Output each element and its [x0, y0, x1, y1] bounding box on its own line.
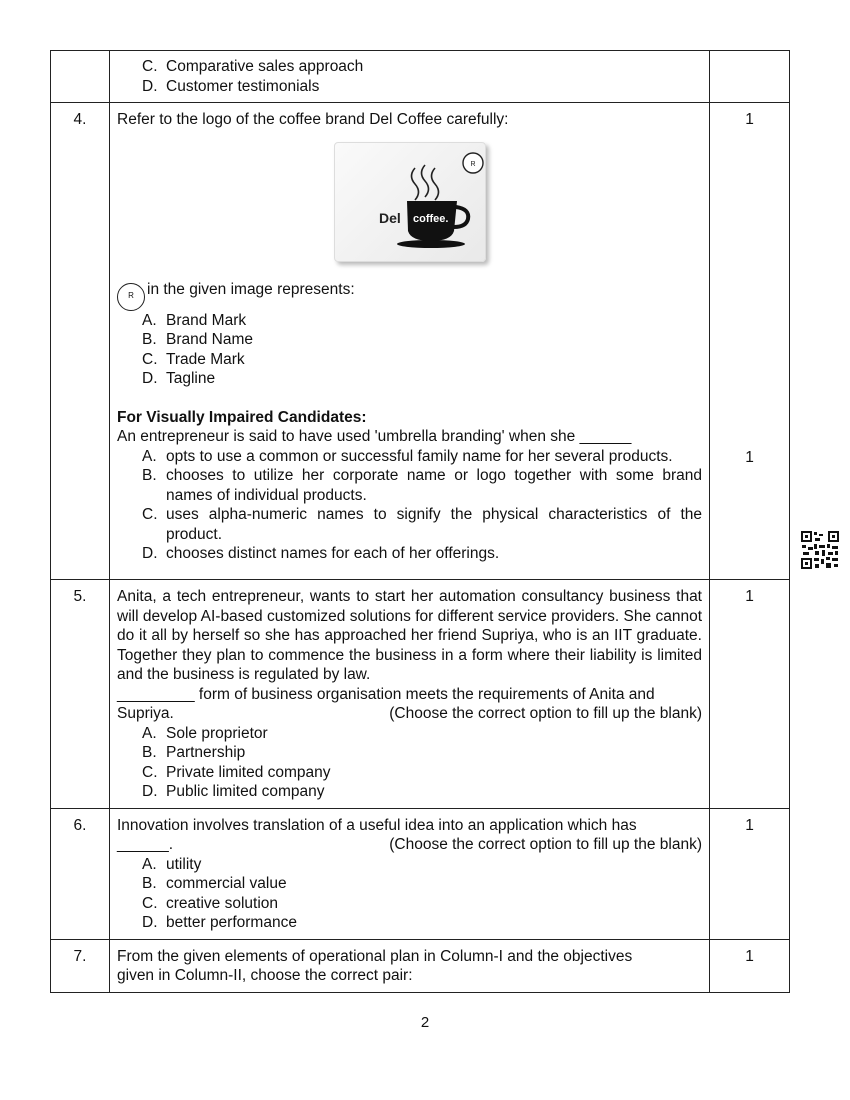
- instruction: (Choose the correct option to fill up the blank): [389, 705, 702, 722]
- question-number: 7.: [51, 939, 110, 992]
- question-number: 4.: [51, 103, 110, 580]
- svg-text:coffee.: coffee.: [412, 212, 448, 225]
- question-text: From the given elements of operational plan in Column-I and the objectives given in Column-II, choose the correct pair:: [117, 947, 633, 984]
- option-item: C. Comparative sales approach: [142, 58, 364, 75]
- question-table: [50, 50, 790, 993]
- question-content-cell: [110, 808, 710, 939]
- registered-symbol-icon: R: [117, 283, 145, 311]
- option-item: C. Private limited company: [142, 763, 331, 781]
- question-number-cell: [51, 51, 110, 103]
- blank-line: ______. (Choose the correct option to fill up the blank): [117, 836, 702, 853]
- option-item: B. Partnership: [142, 744, 246, 761]
- marks-cell: [710, 51, 790, 103]
- option-item: B. Brand Name: [142, 331, 254, 348]
- table-row: [51, 580, 790, 809]
- option-item: D. Customer testimonials: [142, 77, 320, 95]
- option-item: B. chooses to utilize her corporate name or logo together with some brand names of individual products.: [142, 467, 702, 504]
- option-item: B. commercial value: [142, 875, 287, 892]
- vi-question: An entrepreneur is said to have used 'umbrella branding' when she ______: [117, 428, 632, 445]
- question-text: Innovation involves translation of a useful idea into an application which has: [117, 816, 637, 834]
- option-item: D. Tagline: [142, 370, 216, 387]
- question-content-cell: [110, 939, 710, 992]
- marks-value: 1: [710, 808, 790, 939]
- vi-marks-value: 1: [745, 448, 754, 466]
- question-content-cell: [110, 51, 710, 103]
- question-number: 6.: [51, 808, 110, 939]
- option-item: A. utility: [142, 855, 202, 873]
- instruction: (Choose the correct option to fill up the blank): [389, 836, 702, 853]
- option-item: D. better performance: [142, 914, 297, 931]
- option-item: A. Sole proprietor: [142, 724, 268, 742]
- option-item: A. Brand Mark: [142, 311, 247, 329]
- svg-text:Del: Del: [378, 209, 401, 226]
- blank-line-end: Supriya. (Choose the correct option to fill up the blank): [117, 705, 702, 722]
- svg-text:R: R: [470, 160, 476, 168]
- marks-cell: [710, 103, 790, 580]
- option-item: A. opts to use a common or successful family name for her several products.: [142, 447, 673, 465]
- marks-value: 1: [710, 939, 790, 992]
- question-content-cell: [110, 580, 710, 809]
- coffee-cup-icon: [335, 143, 485, 261]
- qr-code-icon: [800, 530, 840, 570]
- option-item: C. uses alpha-numeric names to signify the physical characteristics of the product.: [142, 506, 702, 543]
- table-row: [51, 939, 790, 992]
- table-row: [51, 51, 790, 103]
- blank-line: _________ form of business organisation meets the requirements of Anita and: [117, 685, 655, 703]
- marks-value: 1: [745, 111, 754, 128]
- symbol-question: R in the given image represents:: [117, 280, 702, 311]
- option-item: D. Public limited company: [142, 783, 325, 800]
- del-coffee-logo: [334, 142, 486, 262]
- page-number: 2: [420, 1014, 430, 1031]
- question-text: Anita, a tech entrepreneur, wants to start her automation consultancy business that will develop AI-based customized solutions for different service providers. She cannot do it all by herself so she has approached her friend Supriya, who is an IIT graduate. Together they plan to commence the business in a form where their liability is limited and the business is regulated by law.: [117, 588, 702, 683]
- question-number: 5.: [51, 580, 110, 809]
- marks-value: 1: [710, 580, 790, 809]
- table-row: [51, 808, 790, 939]
- question-content-cell: [110, 103, 710, 580]
- option-item: D. chooses distinct names for each of her offerings.: [142, 545, 500, 562]
- option-item: C. Trade Mark: [142, 350, 245, 368]
- question-text: Refer to the logo of the coffee brand Del Coffee carefully:: [117, 111, 509, 128]
- table-row: [51, 103, 790, 580]
- option-item: C. creative solution: [142, 894, 279, 912]
- vi-heading: For Visually Impaired Candidates:: [117, 408, 367, 426]
